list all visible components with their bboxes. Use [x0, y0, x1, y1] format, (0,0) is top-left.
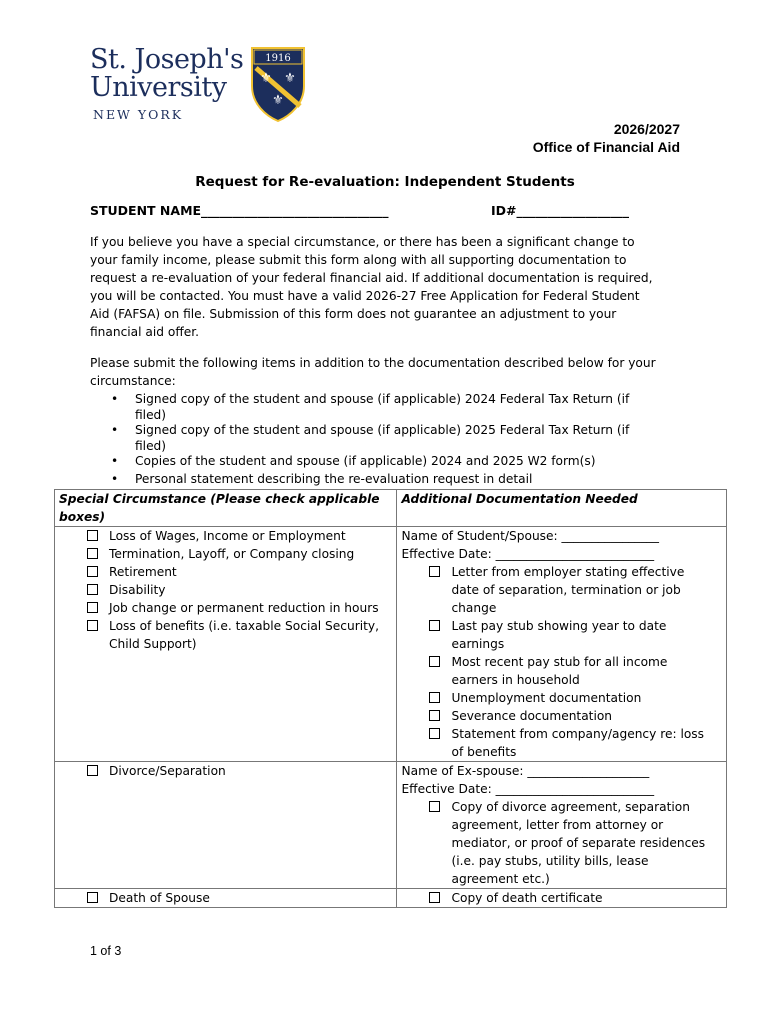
table-header-row	[55, 490, 727, 527]
bullet-item	[135, 472, 695, 488]
svg-text:⚜: ⚜	[272, 93, 284, 108]
checkbox-label: Child Support)	[109, 637, 197, 651]
submit-lead: circumstance:	[90, 374, 176, 388]
checkbox-label: Job change or permanent reduction in hours	[109, 601, 379, 615]
bullet-text: • Copies of the student and spouse (if applicable) 2024 and 2025 W2 form(s)	[135, 454, 596, 468]
checkbox-job-change[interactable]	[59, 599, 392, 617]
table-row	[55, 889, 727, 908]
table-row	[55, 527, 727, 762]
checkbox-label: Copy of death certificate	[451, 891, 603, 905]
table-row	[55, 762, 727, 889]
checkbox-label: Last pay stub showing year to date	[451, 619, 667, 633]
ex-spouse-name-field[interactable]: Name of Ex-spouse: ____________________	[401, 764, 650, 778]
logo-line-1: St. Joseph's	[90, 44, 244, 75]
logo-line-2: University	[90, 72, 227, 103]
bullet-text: filed)	[135, 438, 167, 453]
checkbox-last-pay-stub[interactable]	[401, 617, 722, 653]
intro-line: you will be contacted. You must have a valid 2026-27 Free Application for Federal Student	[90, 289, 640, 303]
checkbox-termination[interactable]	[59, 545, 392, 563]
checkbox-label: Retirement	[109, 565, 177, 579]
intro-line: your family income, please submit this form along with all supporting documentation to	[90, 253, 627, 267]
checkbox-label: Copy of divorce agreement, separation	[451, 800, 690, 814]
checkbox-label-cont	[59, 635, 392, 653]
checkbox-label: of benefits	[451, 745, 517, 759]
effective-date-field[interactable]: Effective Date: __________________________	[401, 782, 655, 796]
checkbox-box-icon[interactable]	[87, 548, 98, 559]
checkbox-death-certificate[interactable]	[401, 889, 722, 907]
checkbox-label: earnings	[451, 637, 505, 651]
academic-year: 2026/2027	[613, 121, 680, 137]
intro-line: request a re-evaluation of your federal financial aid. If additional documentation is required,	[90, 271, 653, 285]
checkbox-label: agreement, letter from attorney or	[451, 818, 664, 832]
checkbox-employer-letter[interactable]	[401, 563, 722, 617]
checkbox-loss-of-benefits[interactable]	[59, 617, 392, 635]
effective-date-field[interactable]: Effective Date: __________________________	[401, 547, 655, 561]
header-text: Special Circumstance (Please check applicable	[59, 492, 380, 506]
checkbox-label: Most recent pay stub for all income	[451, 655, 668, 669]
circumstance-cell	[55, 527, 397, 762]
checkbox-box-icon[interactable]	[429, 710, 440, 721]
circumstance-cell	[55, 762, 397, 889]
checkbox-label: Termination, Layoff, or Company closing	[109, 547, 355, 561]
university-logo	[90, 44, 310, 124]
checkbox-box-icon[interactable]	[429, 892, 440, 903]
checkbox-divorce[interactable]	[59, 762, 392, 780]
checkbox-label: Statement from company/agency re: loss	[451, 727, 704, 741]
col-header-circumstance	[55, 490, 397, 527]
checkbox-label: change	[451, 601, 497, 615]
checkbox-unemployment[interactable]	[401, 689, 722, 707]
header-text: boxes)	[59, 510, 106, 524]
checkbox-label: Loss of benefits (i.e. taxable Social Security,	[109, 619, 379, 633]
checkbox-death-of-spouse[interactable]	[59, 889, 392, 907]
bullet-text: • Signed copy of the student and spouse (if applicable) 2025 Federal Tax Return (if	[135, 423, 630, 437]
bullet-item	[135, 454, 695, 470]
checkbox-label: (i.e. pay stubs, utility bills, lease	[451, 854, 649, 868]
header-text: Additional Documentation Needed	[401, 492, 638, 506]
checkbox-box-icon[interactable]	[87, 530, 98, 541]
checkbox-box-icon[interactable]	[87, 892, 98, 903]
intro-line: financial aid offer.	[90, 325, 199, 339]
intro-paragraph	[90, 233, 690, 341]
circumstance-cell	[55, 889, 397, 908]
bullet-text: filed)	[135, 407, 167, 422]
circumstance-table	[54, 489, 727, 908]
checkbox-label: Letter from employer stating effective	[451, 565, 685, 579]
logo-line-3: NEW YORK	[93, 107, 184, 122]
checkbox-box-icon[interactable]	[429, 728, 440, 739]
checkbox-label: mediator, or proof of separate residences	[451, 836, 706, 850]
svg-text:⚜: ⚜	[260, 71, 272, 86]
checkbox-label: earners in household	[451, 673, 580, 687]
shield-crest-icon	[250, 46, 306, 122]
documentation-cell	[397, 889, 727, 908]
name-field[interactable]: Name of Student/Spouse: ________________	[401, 529, 659, 543]
checkbox-box-icon[interactable]	[87, 602, 98, 613]
bullet-item	[135, 423, 695, 454]
form-title: Request for Re-evaluation: Independent Students	[195, 174, 575, 190]
submit-lead: Please submit the following items in addition to the documentation described below for your	[90, 356, 656, 370]
checkbox-box-icon[interactable]	[429, 692, 440, 703]
checkbox-box-icon[interactable]	[429, 801, 440, 812]
checkbox-label: Severance documentation	[451, 709, 613, 723]
checkbox-label: Loss of Wages, Income or Employment	[109, 529, 346, 543]
checkbox-label: Unemployment documentation	[451, 691, 642, 705]
checkbox-divorce-agreement[interactable]	[401, 798, 722, 888]
crest-year: 1916	[265, 53, 291, 64]
checkbox-box-icon[interactable]	[87, 584, 98, 595]
checkbox-box-icon[interactable]	[429, 566, 440, 577]
checkbox-recent-pay-stub[interactable]	[401, 653, 722, 689]
submit-intro	[90, 354, 690, 390]
page-number: 1 of 3	[90, 944, 122, 958]
checkbox-severance[interactable]	[401, 707, 722, 725]
checkbox-disability[interactable]	[59, 581, 392, 599]
documentation-cell	[397, 762, 727, 889]
checkbox-benefits-statement[interactable]	[401, 725, 722, 761]
checkbox-box-icon[interactable]	[87, 765, 98, 776]
checkbox-box-icon[interactable]	[429, 656, 440, 667]
student-id-field[interactable]: ID#__________________	[491, 203, 630, 218]
checkbox-label: agreement etc.)	[451, 872, 550, 886]
bullet-text: • Signed copy of the student and spouse (if applicable) 2024 Federal Tax Return (if	[135, 392, 630, 406]
checkbox-box-icon[interactable]	[87, 566, 98, 577]
bullet-item	[135, 392, 695, 423]
documentation-cell	[397, 527, 727, 762]
checkbox-box-icon[interactable]	[429, 620, 440, 631]
checkbox-label: Death of Spouse	[109, 891, 210, 905]
checkbox-loss-of-wages[interactable]	[59, 527, 392, 545]
svg-text:⚜: ⚜	[284, 71, 296, 86]
checkbox-label: date of separation, termination or job	[451, 583, 681, 597]
checkbox-box-icon[interactable]	[87, 620, 98, 631]
office-name: Office of Financial Aid	[532, 139, 680, 155]
checkbox-retirement[interactable]	[59, 563, 392, 581]
intro-line: If you believe you have a special circumstance, or there has been a significant change to	[90, 235, 635, 249]
student-name-field[interactable]: STUDENT NAME______________________________	[90, 203, 389, 218]
bullet-text: • Personal statement describing the re-evaluation request in detail	[135, 472, 533, 486]
col-header-documentation	[397, 490, 727, 527]
checkbox-label: Divorce/Separation	[109, 764, 226, 778]
checkbox-label: Disability	[109, 583, 166, 597]
intro-line: Aid (FAFSA) on file. Submission of this form does not guarantee an adjustment to your	[90, 307, 617, 321]
